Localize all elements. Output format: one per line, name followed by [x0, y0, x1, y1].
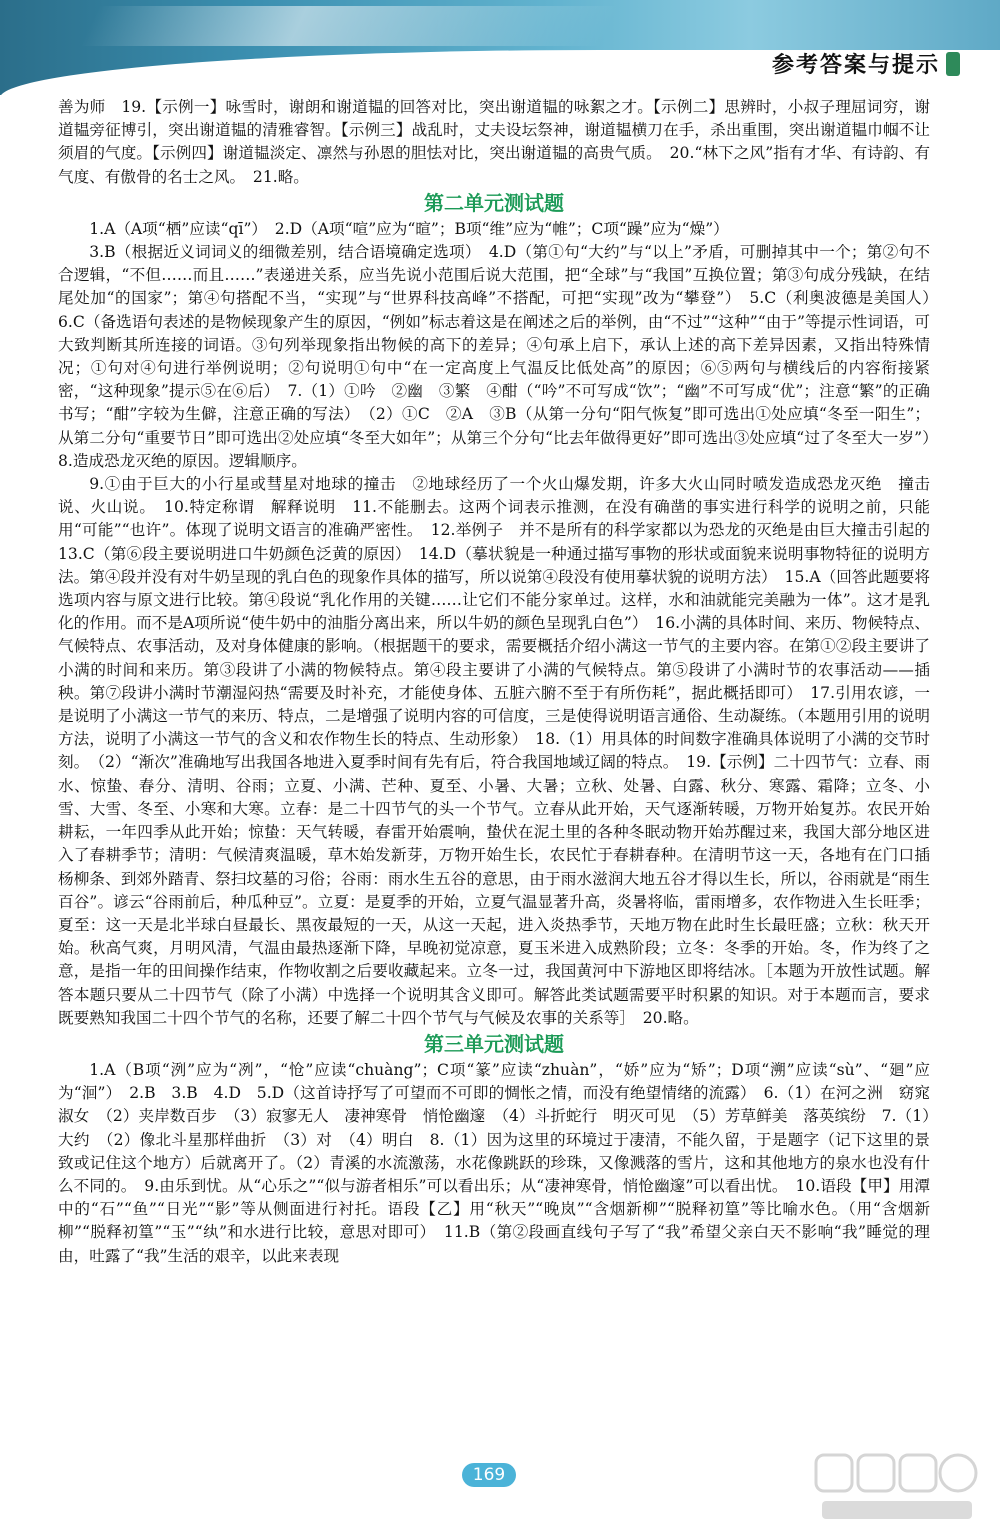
prev-section-paragraph: 善为师 19.【示例一】咏雪时，谢朗和谢道韫的回答对比，突出谢道韫的咏絮之才。【示例二】思辨时，小叔子理屈词穷，谢道韫旁征博引，突出谢道韫的清雅睿智。【示例三】战乱时，丈夫设坛祭神，谢道韫横刀在手，杀出重围，突出谢道韫巾帼不让须眉的气度。【示例四】谢道韫淡定、凛然与孙恩的胆怯对比，突出谢道韫的高贵气质。 20.“林下之风”指有才华、有诗韵、有气度、有傲骨的名士之风。 21.略。: [58, 98, 930, 186]
unit2-paragraph-2: 3.B（根据近义词词义的细微差别，结合语境确定选项） 4.D（第①句“大约”与“以上”矛盾，可删掉其中一个；第②句不合逻辑，“不但……而且……”表递进关系，应当先说小范围后说大范围，把“全球”与“我国”互换位置；第③句成分残缺，在结尾处加“的国家”；第④句搭配不当，“实现”与“世界科技高峰”不搭配，可把“实现”改为“攀登”） 5.C（利奥波德是美国人） 6.C（备选语句表述的是物候现象产生的原因，“例如”标志着这是在阐述之后的举例，由“不过”“这种”“由于”等提示性词语，可大致判断其所连接的词语。③句列举现象指出物候的高下的差异；④句承上启下，承认上述的高下差异因素，又指出特殊情况；①句对④句进行举例说明；②句说明①句中“在一定高度上气温反比低处高”的原因；⑥⑤两句与横线后的内容衔接紧密，“这种现象”提示⑤在⑥后） 7.（1）①吟 ②幽 ③繁 ④酣（“吟”不可写成“饮”；“幽”不可写成“优”；注意“繁”的正确书写；“酣”字较为生僻，注意正确的写法） （2）①C ②A ③B（从第一分句“阳气恢复”即可选出①处应填“冬至一阳生”；从第二分句“重要节日”即可选出②处应填“冬至大如年”；从第三个分句“比去年做得更好”即可选出③处应填“过了冬至大一岁”） 8.造成恐龙灭绝的原因。逻辑顺序。: [58, 243, 946, 470]
banner-highlight: [81, 6, 620, 46]
unit3-paragraph-1: 1.A（B项“洌”应为“冽”，“怆”应读“chuàng”；C项“篆”应读“zhuàn”，“娇”应为“矫”；D项“溯”应读“sù”、“廻”应为“洄”） 2.B 3.B 4.D 5.D（这首诗抒写了可望而不可即的惆怅之情，而没有绝望情绪的流露） 6.（1）在河之洲 窈窕淑女 （2）夹岸数百步 （3）寂寥无人 凄神寒骨 悄怆幽邃 （4）斗折蛇行 明灭可见 （5）芳草鲜美 落英缤纷 7.（1）大约 （2）像北斗星那样曲折 （3）对 （4）明白 8.（1）因为这里的环境过于凄清，不能久留，于是题字（记下这里的景致或记住这个地方）后就离开了。（2）青溪的水流激荡，水花像跳跃的珍珠，又像溅落的雪片，这和其他地方的泉水也没有什么不同的。 9.由乐到忧。从“心乐之”“似与游者相乐”可以看出乐；从“凄神寒骨，悄怆幽邃”可以看出忧。 10.语段【甲】用潭中的“石”“鱼”“日光”“影”等从侧面进行衬托。语段【乙】用“秋天”“晚岚”“含烟新柳”“脱释初篁”等比喻水色。（用“含烟新柳”“脱释初篁”“玉”“纨”和水进行比较，意思对即可） 11.B（第②段画直线句子写了“我”希望父亲白天不影响“我”睡觉的理由，吐露了“我”生活的艰辛，以此来表现: [58, 1060, 930, 1265]
watermark-logo: [812, 1447, 982, 1527]
answer-content: [58, 96, 946, 1268]
unit2-paragraph-3: 9.①由于巨大的小行星或彗星对地球的撞击 ②地球经历了一个火山爆发期，许多大火山同时喷发造成恐龙灭绝 撞击说、火山说。 10.特定称谓 解释说明 11.不能删去。这两个词表示推测，在没有确凿的事实进行科学的说明之前，只能用“可能”“也许”。体现了说明文语言的准确严密性。 12.举例子 并不是所有的科学家都以为恐龙的灭绝是由巨大撞击引起的 13.C（第⑥段主要说明进口牛奶颜色泛黄的原因） 14.D（摹状貌是一种通过描写事物的形状或面貌来说明事物特征的说明方法。第④段并没有对牛奶呈现的乳白色的现象作具体的描写，所以说第④段没有使用摹状貌的说明方法） 15.A（回答此题要将选项内容与原文进行比较。第④段说“乳化作用的关键……让它们不能分家单过。这样，水和油就能完美融为一体”。这才是乳化的作用。而不是A项所说“使牛奶中的油脂分离出来，所以牛奶的颜色呈现乳白色”） 16.小满的具体时间、来历、物候特点、气候特点、农事活动，及对身体健康的影响。（根据题干的要求，需要概括介绍小满这一节气的主要内容。在第①②段主要讲了小满的时间和来历。第③段讲了小满的物候特点。第④段主要讲了小满的气候特点。第⑤段讲了小满时节的农事活动——插秧。第⑦段讲小满时节潮湿闷热“需要及时补充，才能使身体、五脏六腑不至于有所伤耗”，据此概括即可） 17.引用农谚，一是说明了小满这一节气的来历、特点，二是增强了说明内容的可信度，三是使得说明语言通俗、生动凝练。（本题用引用的说明方法，说明了小满这一节气的含义和农作物生长的特点、生动形象） 18.（1）用具体的时间数字准确具体说明了小满的交节时刻。 （2）“渐次”准确地写出我国各地进入夏季时间有先有后，符合我国地域辽阔的特点。 19.【示例】二十四节气：立春、雨水、惊蛰、春分、清明、谷雨；立夏、小满、芒种、夏至、小暑、大暑；立秋、处暑、白露、秋分、寒露、霜降；立冬、小雪、大雪、冬至、小寒和大寒。立春：是二十四节气的头一个节气。立春从此开始，天气逐渐转暖，万物开始复苏。农民开始耕耘，一年四季从此开始；惊蛰：天气转暖，春雷开始震响，蛰伏在泥土里的各种冬眠动物开始苏醒过来，我国大部分地区进入了春耕季节；清明：气候清爽温暖，草木始发新芽，万物开始生长，农民忙于春耕春种。在清明节这一天，各地有在门口插杨柳条、到郊外踏青、祭扫坟墓的习俗；谷雨：雨水生五谷的意思，由于雨水滋润大地五谷才得以生长，所以，谷雨就是“雨生百谷”。谚云“谷雨前后，种瓜种豆”。立夏：是夏季的开始，立夏气温显著升高，炎暑将临，雷雨增多，农作物进入生长旺季；夏至：这一天是北半球白昼最长、黑夜最短的一天，从这一天起，进入炎热季节，天地万物在此时生长最旺盛；立秋：秋天开始。秋高气爽，月明风清，气温由最热逐渐下降，早晚初觉凉意，夏玉米进入成熟阶段；立冬：冬季的开始。冬，作为终了之意，是指一年的田间操作结束，作物收割之后要收藏起来。立冬一过，我国黄河中下游地区即将结冰。［本题为开放性试题。解答本题只要从二十四节气（除了小满）中选择一个说明其含义即可。解答此类试题需要平时积累的知识。对于本题而言，要求既要熟知我国二十四个节气的名称，还要了解二十四个节气与气候及农事的关系等］ 20.略。: [58, 475, 946, 1027]
header-tab-marker: [946, 52, 960, 76]
running-header-title: 参考答案与提示: [771, 53, 940, 78]
unit2-paragraph-1: 1.A（A项“栖”应读“qī”） 2.D（A项“喧”应为“暄”；B项“维”应为“帷”；C项“躁”应为“燥”）: [89, 219, 729, 238]
unit3-heading: 第三单元测试题: [424, 1031, 564, 1056]
page-number: 169: [462, 1463, 516, 1487]
unit2-heading: 第二单元测试题: [424, 190, 564, 215]
